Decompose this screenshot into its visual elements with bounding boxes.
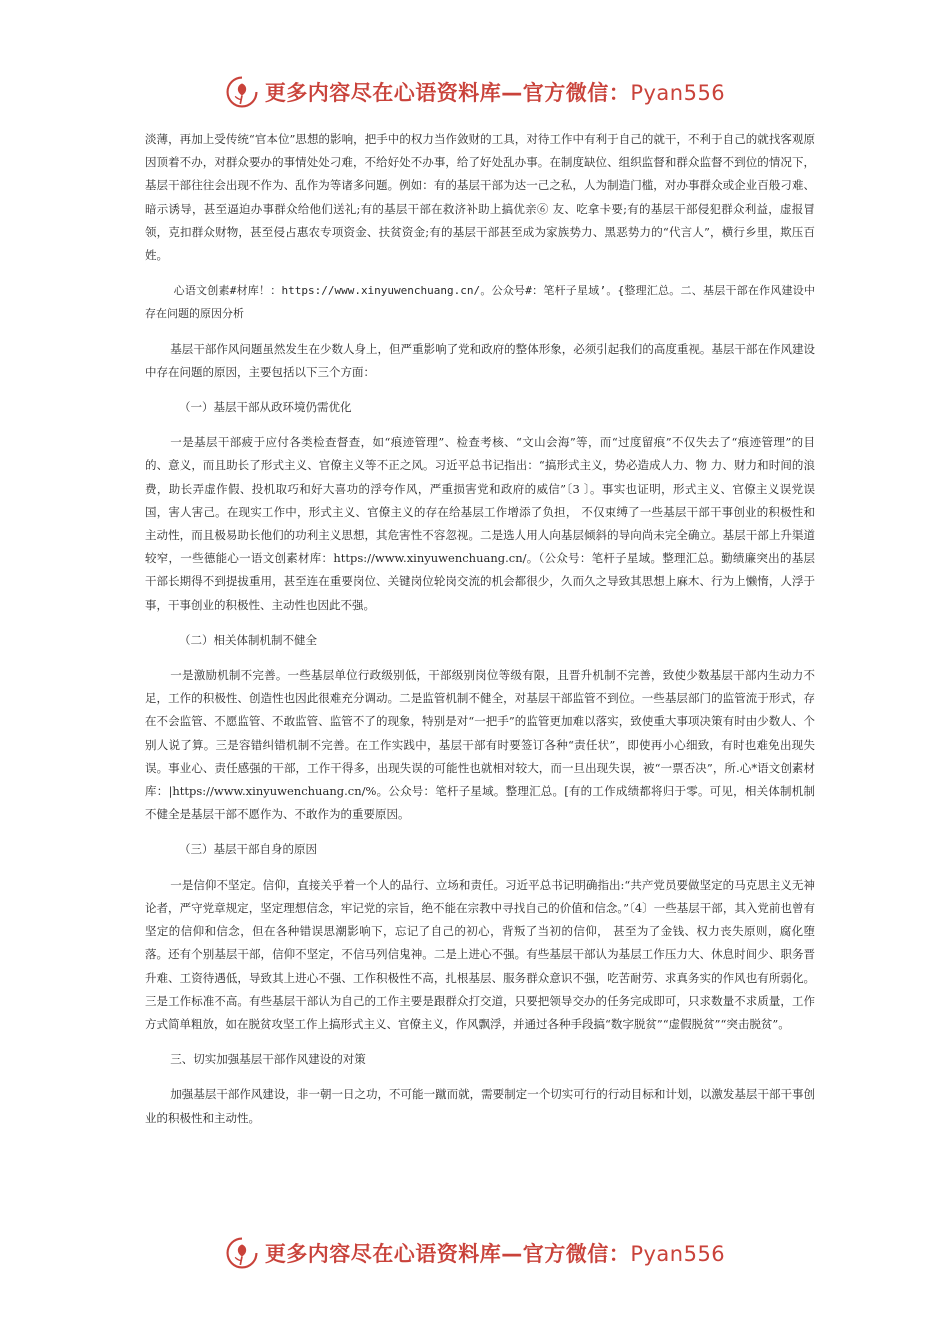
rose-logo-icon	[225, 1236, 259, 1270]
banner-text: 更多内容尽在心语资料库—官方微信：Pyan556	[264, 1242, 726, 1266]
header-banner	[0, 72, 950, 112]
subheading-mechanism: （二）相关体制机制不健全	[179, 632, 317, 647]
document-body	[145, 128, 815, 1142]
paragraph-causes-intro: 基层干部作风问题虽然发生在少数人身上，但严重影响了党和政府的整体形象，必须引起我们的高度重视。基层干部在作风建设中存在问题的原因，主要包括以下三个方面：	[145, 341, 815, 379]
paragraph-self: 一是信仰不坚定。信仰，直接关乎着一个人的品行、立场和责任。习近平总书记明确指出:“共产党员要做坚定的马克思主义无神论者，严守党章规定，坚定理想信念，牢记党的宗旨，绝不能在宗教中寻找自己的价值和信念。”〔4〕一些基层干部，其入党前也曾有坚定的信仰和信念，但在各种错误思潮影响下，忘记了自己的初心，背叛了当初的信仰， 甚至为了金钱、权力丧失原则，腐化堕落。还有个别基层干部，信仰不坚定，不信马列信鬼神。二是上进心不强。有些基层干部认为基层工作压力大、休息时间少、职务晋升难、工资待遇低，导致其上进心不强、工作积极性不高，扎根基层、服务群众意识不强，吃苦耐劳、求真务实的作风也有所弱化。三是工作标准不高。有些基层干部认为自己的工作主要是跟群众打交道，只要把领导交办的任务完成即可，只求数量不求质量，工作方式简单粗放，如在脱贫攻坚工作上搞形式主义、官僚主义，作风飘浮，并通过各种手段搞“数字脱贫”“虚假脱贫”“突击脱贫”。	[145, 877, 815, 1031]
watermark-note-heading: 心语文创素#材库！：https://www.xinyuwenchuang.cn/。公众号#：笔杆子星域’。{整理汇总。二、基层干部在作风建设中存在问题的原因分析	[145, 284, 815, 321]
rose-logo-icon	[225, 75, 259, 109]
footer-banner	[0, 1233, 950, 1273]
paragraph-mechanism: 一是激励机制不完善。一些基层单位行政级别低，干部级别岗位等级有限，且晋升机制不完善，致使少数基层干部内生动力不足，工作的积极性、创造性也因此很难充分调动。二是监管机制不健全，对基层干部监管不到位。一些基层部门的监管流于形式，存在不会监管、不愿监管、不敢监管、监管不了的现象，特别是对“一把手”的监管更加难以落实，致使重大事项决策有时由少数人、个别人说了算。三是容错纠错机制不完善。在工作实践中，基层干部有时要签订各种“责任状”，即使再小心细致，有时也难免出现失误。事业心、责任感强的干部，工作干得多，出现失误的可能性也就相对较大，而一旦出现失误，被“一票否决”，所.心*语文创素材库：|https://www.xinyuwenchuang.cn/%。公众号：笔杆子星域。整理汇总。[有的工作成绩都将归于零。可见，相关体制机制不健全是基层干部不愿作为、不敢作为的重要原因。	[145, 668, 815, 822]
subheading-environment: （一）基层干部从政环境仍需优化	[179, 400, 352, 415]
section-heading-countermeasures: 三、切实加强基层干部作风建设的对策	[170, 1052, 366, 1067]
subheading-self: （三）基层干部自身的原因	[179, 842, 317, 857]
paragraph-environment: 一是基层干部疲于应付各类检查督查，如“痕迹管理”、检查考核、“文山会海”等，而“过度留痕”不仅失去了“痕迹管理”的目的、意义，而且助长了形式主义、官僚主义等不正之风。习近平总书记指出：“搞形式主义，势必造成人力、物 力、财力和时间的浪费，助长弄虚作假、投机取巧和好大喜功的浮夸作风，严重损害党和政府的威信”〔3 〕。事实也证明，形式主义、官僚主义误党误国，害人害己。在现实工作中，形式主义、官僚主义的存在给基层工作增添了负担， 不仅束缚了一些基层干部干事创业的积极性和主动性，而且极易助长他们的功利主义思想，其危害性不容忽视。二是选人用人向基层倾斜的导向尚未完全确立。基层干部上升渠道较窄，一些德能心一语文创素材库：https://www.xinyuwenchuang.cn/。（公众号：笔杆子星域。整理汇总。勤绩廉突出的基层干部长期得不到提拔重用，甚至连在重要岗位、关键岗位轮岗交流的机会都很少，久而久之导致其思想上麻木、行为上懒惰，人浮于事，干事创业的积极性、主动性也因此不强。	[145, 435, 815, 612]
banner-text: 更多内容尽在心语资料库—官方微信：Pyan556	[264, 81, 726, 105]
paragraph-countermeasures: 加强基层干部作风建设，非一朝一日之功，不可能一蹴而就，需要制定一个切实可行的行动目标和计划，以激发基层干部干事创业的积极性和主动性。	[145, 1087, 815, 1125]
paragraph-intro: 淡薄，再加上受传统“官本位”思想的影响，把手中的权力当作敛财的工具，对待工作中有利于自己的就干，不利于自己的就找客观原因顶着不办，对群众要办的事情处处刁难，不给好处不办事，给了好处乱办事。在制度缺位、组织监督和群众监督不到位的情况下，基层干部往往会出现不作为、乱作为等诸多问题。例如：有的基层干部为达一己之私，人为制造门槛，对办事群众或企业百般刁难、暗示诱导，甚至逼迫办事群众给他们送礼;有的基层干部在救济补助上搞优亲⑥ 友、吃拿卡要;有的基层干部侵犯群众利益，虚报冒领，克扣群众财物，甚至侵占惠农专项资金、扶贫资金;有的基层干部甚至成为家族势力、黑恶势力的“代言人”，横行乡里，欺压百姓。	[145, 132, 815, 263]
